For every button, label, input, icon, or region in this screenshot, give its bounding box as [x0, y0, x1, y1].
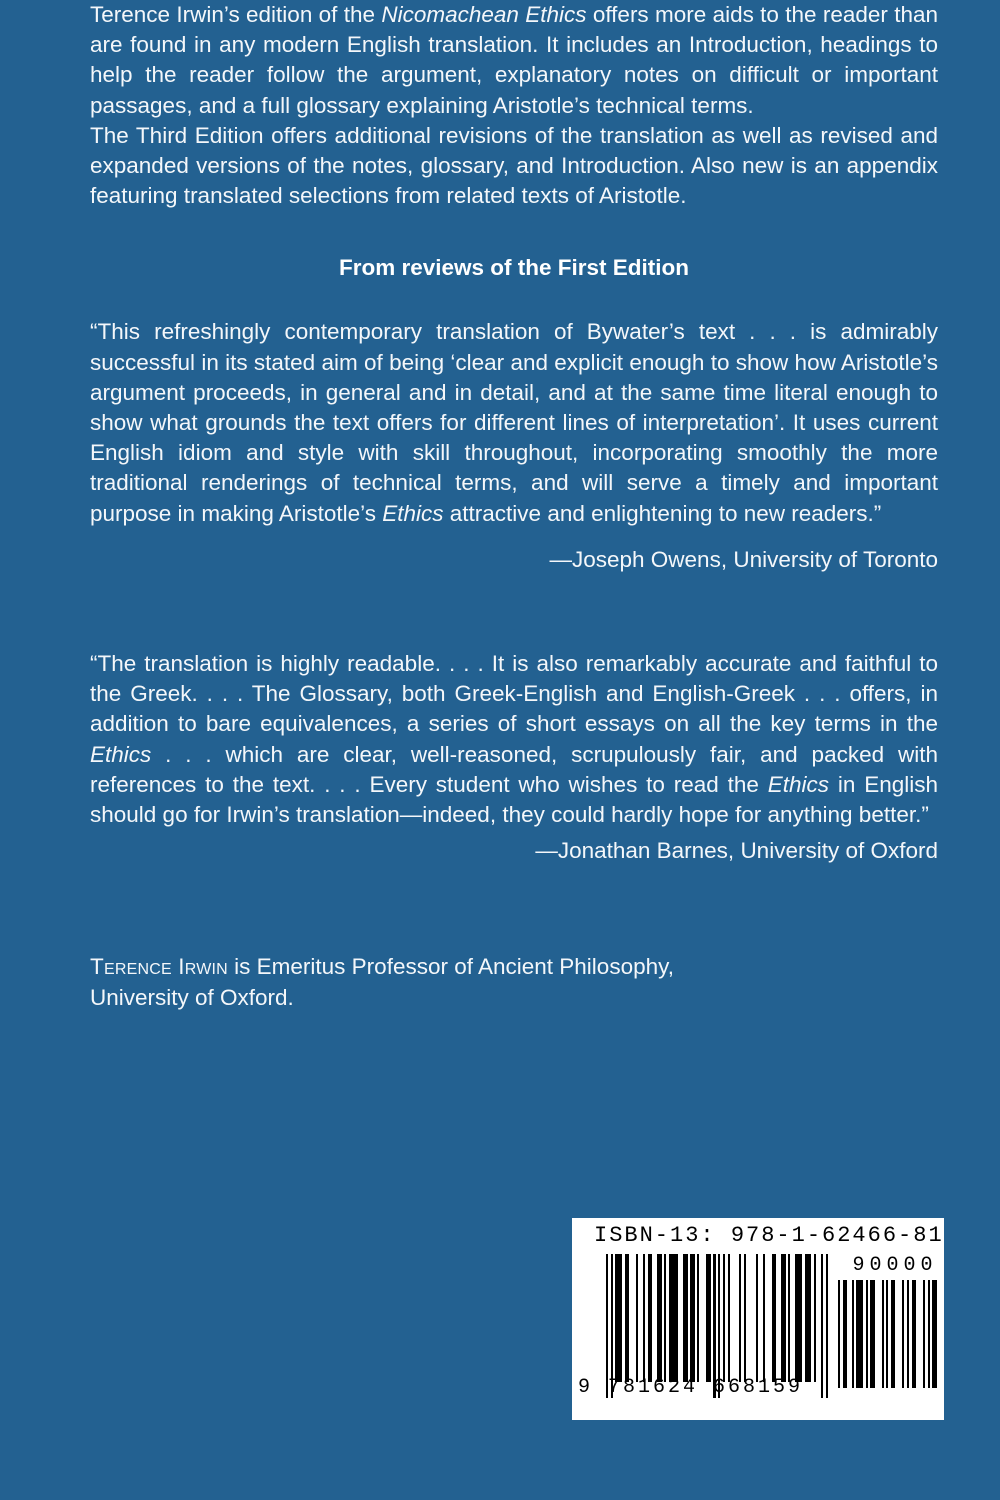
ean5-addon-bars [838, 1280, 944, 1388]
ean13-digits: 9 781624 668159 [578, 1376, 804, 1399]
review-2-attribution: —Jonathan Barnes, University of Oxford [535, 838, 938, 864]
review-1-text [90, 317, 938, 528]
author-bio-line-1: is Emeritus Professor of Ancient Philosophy, [227, 954, 674, 980]
blurb-paragraph-2: The Third Edition offers additional revisions of the translation as well as revised and expanded versions of the notes, glossary, and Introduction. Also new is an appendix featuring translated selections from related texts of Aristotle. [90, 122, 938, 209]
review-2-text-c: in English should go for Irwin’s translation—indeed, they could hardly hope for anything better.” [90, 771, 938, 828]
isbn-barcode [572, 1218, 944, 1420]
blurb-paragraph-1 [90, 0, 938, 121]
review-quote-1 [90, 317, 938, 575]
isbn-13-label: ISBN-13: 978-1-62466-81 [594, 1223, 944, 1248]
blurb-p1-text-a: Terence Irwin’s edition of the [90, 2, 382, 27]
review-quote-2 [90, 649, 938, 866]
ean13-bars [606, 1254, 828, 1388]
author-name: Terence Irwin [90, 954, 228, 980]
review-1-text-a: “This refreshingly contemporary translation of Bywater’s text . . . is admirably successful in its stated aim of being ‘clear and explicit enough to show how Aristotle’s argument proceeds, in general and in detail, and at the same time literal enough to show what grounds the text offers for different lines of interpretation’. It uses current English idiom and style with skill throughout, incorporating smoothly the more traditional renderings of technical terms, and will serve a timely and important purpose in making Aristotle’s [90, 319, 938, 526]
review-2-text-a: “The translation is highly readable. . . . It is also remarkably accurate and faithful to the Greek. . . . The Glossary, both Greek-English and English-Greek . . . offers, in addition to bare equivalences, a series of short essays on all the key terms in the [90, 651, 938, 737]
cover-text-column [90, 0, 938, 1013]
blurb-p1-title-italic: Nicomachean Ethics [381, 2, 587, 27]
blurb-p1-text-b: offers more aids to the reader than are found in any modern English translation. It includes an Introduction, headings to help the reader follow the argument, explanatory notes on difficult or important passages, and a full glossary explaining Aristotle’s technical terms. [90, 2, 938, 118]
review-2-italic-ethics-2: Ethics [767, 771, 830, 797]
review-2-italic-ethics-1: Ethics [90, 741, 152, 767]
review-1-text-b: attractive and enlightening to new readers.” [443, 500, 882, 526]
review-2-text-b: . . . which are clear, well-reasoned, scrupulously fair, and packed with references to the text. . . . Every student who wishes to read the [90, 741, 938, 797]
author-bio [90, 952, 938, 1012]
author-bio-line-2: University of Oxford. [90, 984, 294, 1010]
reviews-heading: From reviews of the First Edition [338, 255, 690, 281]
addon-price-digits: 90000 [852, 1254, 938, 1277]
review-1-italic-ethics: Ethics [382, 500, 444, 526]
review-1-attribution: —Joseph Owens, University of Toronto [549, 546, 938, 572]
review-2-text [90, 649, 938, 830]
